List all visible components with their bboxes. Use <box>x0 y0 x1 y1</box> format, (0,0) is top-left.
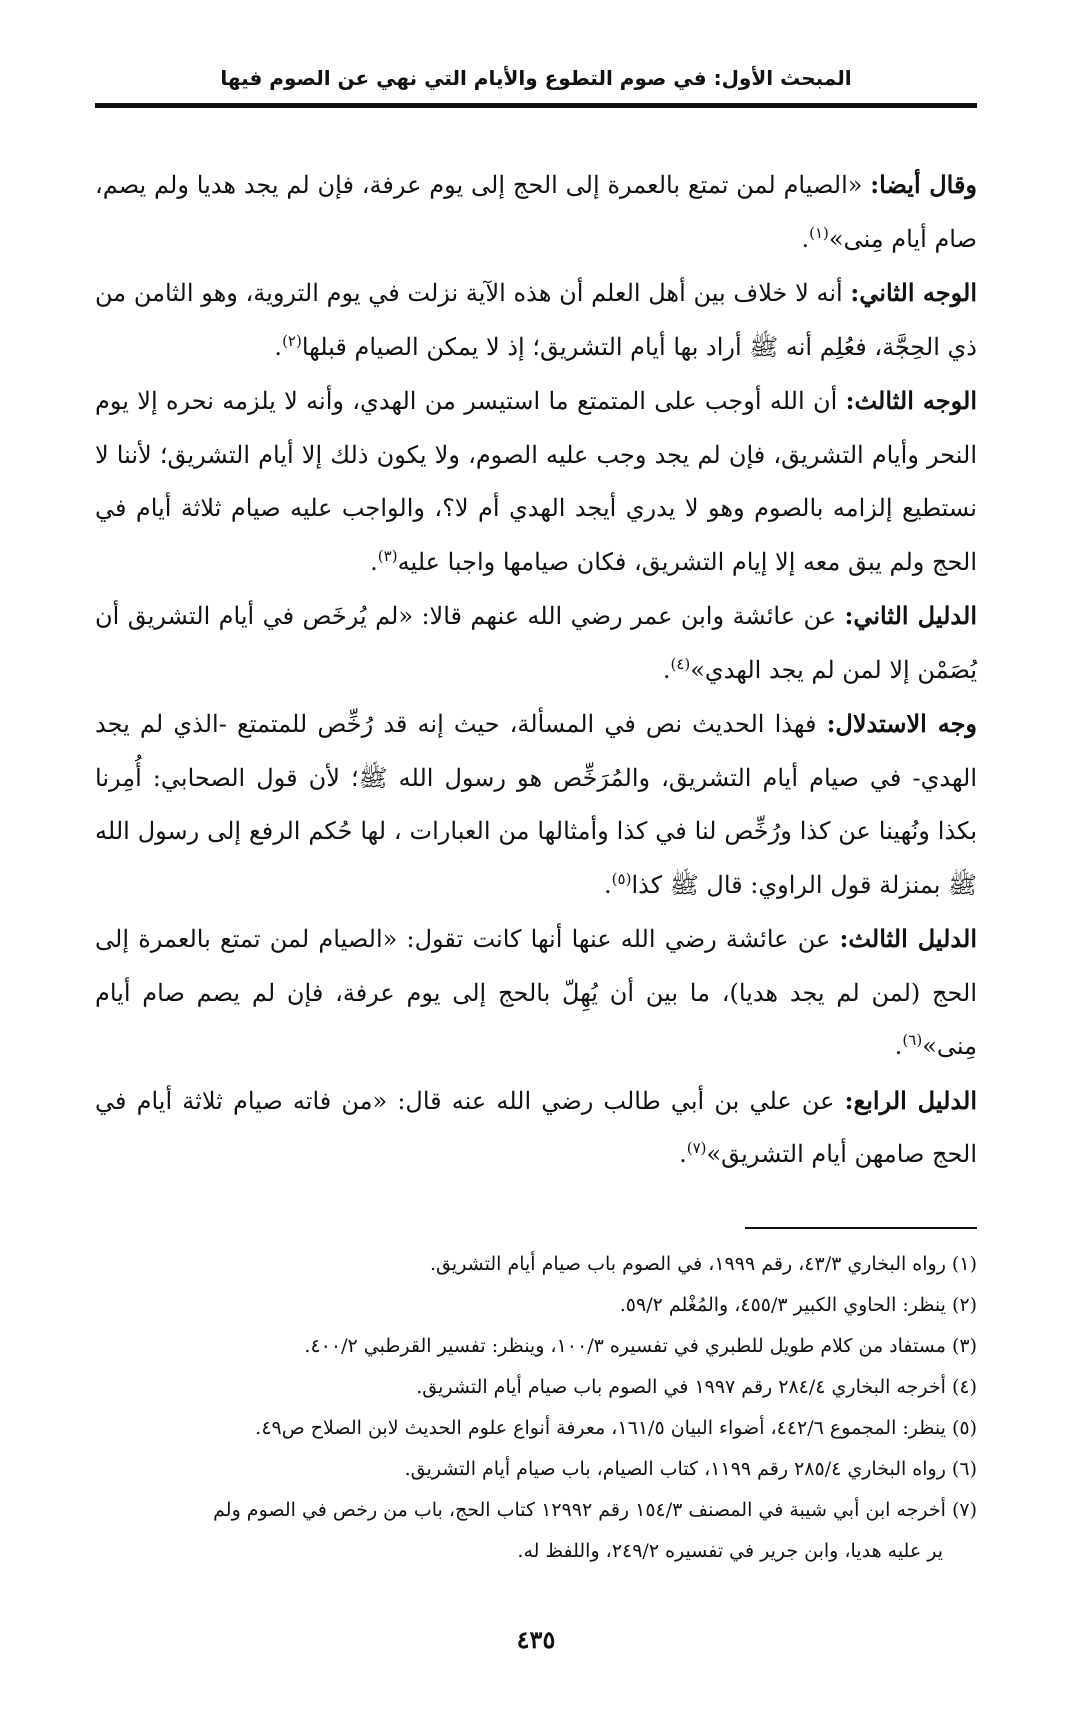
footnote-1: (١) رواه البخاري ٤٣/٣، رقم ١٩٩٩، في الصوم باب صيام أيام التشريق. <box>430 1253 977 1275</box>
paragraph-label: الوجه الثالث: <box>845 386 977 415</box>
footnote-ref: (٥) <box>611 869 632 888</box>
footnote-2: (٢) ينظر: الحاوي الكبير ٤٥٥/٣، والمُغْلم ٥٩/٢. <box>619 1294 977 1316</box>
footnote-ref: (٣) <box>377 546 398 565</box>
paragraph-end: . <box>662 655 671 684</box>
paragraph-text: عن عائشة وابن عمر رضي الله عنهم قالا: «لم يُرخَص في أيام التشريق أن يُصَمْن إلا لمن لم يجد الهدي» <box>95 602 977 684</box>
footnote-ref: (٤) <box>670 654 691 673</box>
paragraph-end: . <box>370 547 378 576</box>
footnote-6: (٦) رواه البخاري ٢٨٥/٤ رقم ١١٩٩، كتاب الصيام، باب صيام أيام التشريق. <box>404 1458 977 1480</box>
footnote-3: (٣) مستفاد من كلام طويل للطبري في تفسيره ١٠٠/٣، وينظر: تفسير القرطبي ٤٠٠/٢. <box>304 1335 977 1357</box>
paragraph-end: . <box>274 332 283 361</box>
paragraph <box>95 1074 977 1182</box>
paragraph <box>95 266 977 374</box>
footnote-ref: (٢) <box>282 331 302 350</box>
footnote-5: (٥) ينظر: المجموع ٤٤٢/٦، أضواء البيان ١٦١/٥، معرفة أنواع علوم الحديث لابن الصلاح ص٤٩. <box>255 1417 977 1439</box>
paragraph-text: فهذا الحديث نص في المسألة، حيث إنه قد رُخِّص للمتمتع -الذي لم يجد الهدي- في صيام أيام التشريق، والمُرَخِّص هو رسول الله ﷺ؛ لأن قول الصحابي: أُمِرنا بكذا ونُهينا عن كذا ورُخِّص لنا في كذا وأمثالها من العبارات ، لها حُكم الرفع إلى رسول الله ﷺ بمنزلة قول الراوي: قال ﷺ كذا <box>95 710 977 899</box>
paragraph-end: . <box>801 224 810 253</box>
paragraph <box>95 697 977 912</box>
footnote-ref: (٦) <box>902 1031 923 1049</box>
footnotes <box>95 1244 977 1572</box>
page-number: ٤٣٥ <box>516 1625 556 1654</box>
paragraph-label: وقال أيضا: <box>870 170 977 199</box>
running-header: المبحث الأول: في صوم التطوع والأيام التي نهي عن الصوم فيها <box>220 66 852 90</box>
main-text <box>95 158 977 1182</box>
paragraph-text: عن علي بن أبي طالب رضي الله عنه قال: «من فاته صيام ثلاثة أيام في الحج صامهن أيام التشريق» <box>95 1086 977 1168</box>
paragraph-text: أنه لا خلاف بين أهل العلم أن هذه الآية نزلت في يوم التروية، وهو الثامن من ذي الحِجَّة، فعُلِم أنه ﷺ أراد بها أيام التشريق؛ إذ لا يمكن الصيام قبلها <box>95 279 977 361</box>
paragraph <box>95 374 977 589</box>
paragraph <box>95 912 977 1074</box>
paragraph-text: «الصيام لمن تمتع بالعمرة إلى الحج إلى يوم عرفة، فإن لم يجد هديا ولم يصم، صام أيام مِنى» <box>95 171 977 253</box>
paragraph <box>95 158 977 266</box>
paragraph-text: عن عائشة رضي الله عنها أنها كانت تقول: «الصيام لمن تمتع بالعمرة إلى الحج (لمن لم يجد هديا)، ما بين أن يُهِلّ بالحج إلى يوم عرفة، فإن لم يصم صام أيام مِنى» <box>95 925 977 1060</box>
footnote-4: (٤) أخرجه البخاري ٢٨٤/٤ رقم ١٩٩٧ في الصوم باب صيام أيام التشريق. <box>416 1376 977 1398</box>
paragraph <box>95 589 977 697</box>
paragraph-end: . <box>679 1140 687 1168</box>
paragraph-label: وجه الاستدلال: <box>826 709 978 738</box>
paragraph-label: الدليل الثالث: <box>839 924 978 953</box>
footnote-7-continuation: ير عليه هديا، وابن جرير في تفسيره ٢٤٩/٢، واللفظ له. <box>517 1540 943 1562</box>
header-rule <box>95 103 977 108</box>
footnote-7: (٧) أخرجه ابن أبي شيبة في المصنف ١٥٤/٣ رقم ١٢٩٩٢ كتاب الحج، باب من رخص في الصوم ولم <box>213 1499 977 1521</box>
paragraph-label: الدليل الثاني: <box>844 601 977 630</box>
paragraph-end: . <box>604 870 612 899</box>
paragraph-label: الدليل الرابع: <box>844 1085 977 1115</box>
footnote-separator <box>745 1227 977 1229</box>
paragraph-label: الوجه الثاني: <box>850 278 977 307</box>
paragraph-end: . <box>894 1032 903 1060</box>
paragraph-text: أن الله أوجب على المتمتع ما استيسر من الهدي، وأنه لا يلزمه نحره إلا يوم النحر وأيام التشريق، فإن لم يجد وجب عليه الصوم، ولا يكون ذلك إلا أيام التشريق؛ لأننا لا نستطيع إلزامه بالصوم وهو لا يدري أيجد الهدي أم لا؟، والواجب عليه صيام ثلاثة أيام في الحج ولم يبق معه إلا إيام التشريق، فكان صيامها واجبا عليه <box>95 387 977 576</box>
footnote-ref: (١) <box>809 223 829 242</box>
footnote-ref: (٧) <box>686 1139 707 1157</box>
